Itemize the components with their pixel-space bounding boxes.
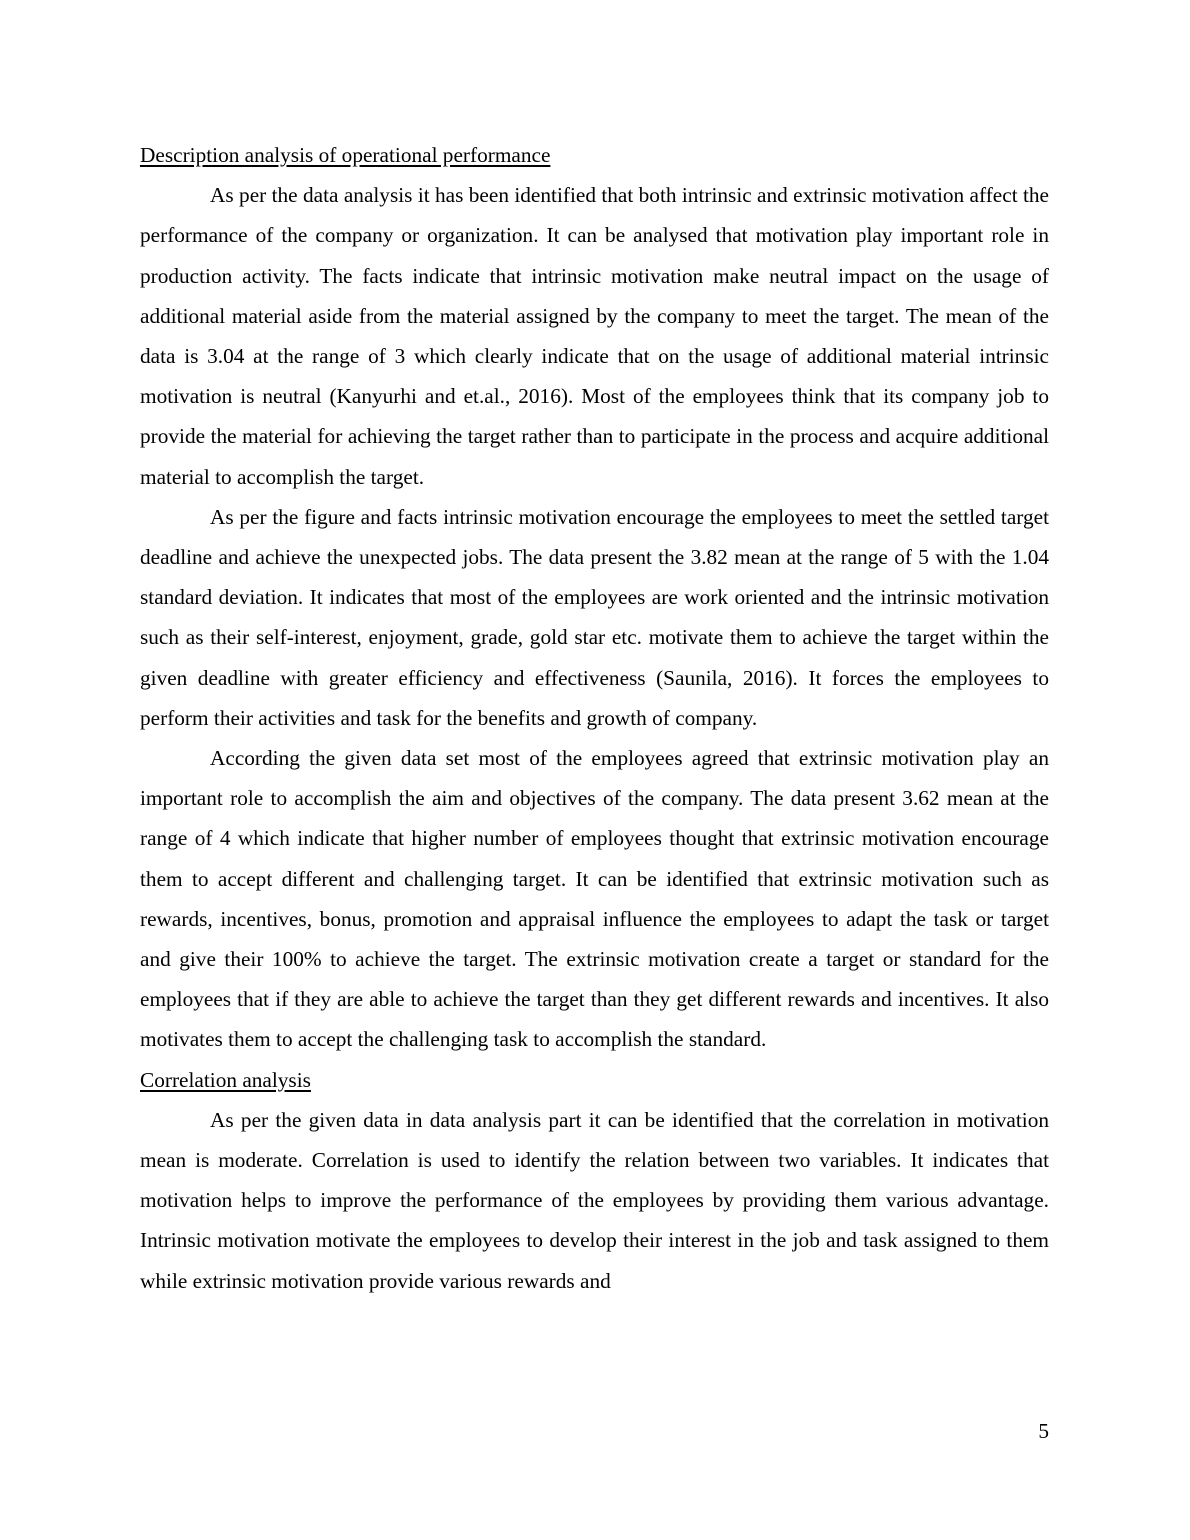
paragraph: As per the figure and facts intrinsic motivation encourage the employees to meet the settled target deadline and achieve the unexpected jobs. The data present the 3.82 mean at the range of 5 with the 1.04 standard deviation. It indicates that most of the employees are work oriented and the intrinsic motivation such as their self-interest, enjoyment, grade, gold star etc. motivate them to achieve the target within the given deadline with greater efficiency and effectiveness (Saunila, 2016). It forces the employees to perform their activities and task for the benefits and growth of company. <box>140 504 1049 730</box>
section-heading-operational-performance: Description analysis of operational performance <box>140 143 551 167</box>
paragraph: As per the given data in data analysis part it can be identified that the correlation in motivation mean is moderate. Correlation is used to identify the relation between two variables. It indicates that motivation helps to improve the performance of the employees by providing them various advantage. Intrinsic motivation motivate the employees to develop their interest in the job and task assigned to them while extrinsic motivation provide various rewards and <box>140 1107 1049 1293</box>
paragraph: According the given data set most of the employees agreed that extrinsic motivation play an important role to accomplish the aim and objectives of the company. The data present 3.62 mean at the range of 4 which indicate that higher number of employees thought that extrinsic motivation encourage them to accept different and challenging target. It can be identified that extrinsic motivation such as rewards, incentives, bonus, promotion and appraisal influence the employees to adapt the task or target and give their 100% to achieve the target. The extrinsic motivation create a target or standard for the employees that if they are able to achieve the target than they get different rewards and incentives. It also motivates them to accept the challenging task to accomplish the standard. <box>140 746 1049 1052</box>
section-heading-correlation-analysis: Correlation analysis <box>140 1067 311 1092</box>
page-number: 5 <box>1038 1419 1049 1443</box>
page-body <box>140 135 1049 1301</box>
paragraph: As per the data analysis it has been identified that both intrinsic and extrinsic motivation affect the performance of the company or organization. It can be analysed that motivation play important role in production activity. The facts indicate that intrinsic motivation make neutral impact on the usage of additional material aside from the material assigned by the company to meet the target. The mean of the data is 3.04 at the range of 3 which clearly indicate that on the usage of additional material intrinsic motivation is neutral (Kanyurhi and et.al., 2016). Most of the employees think that its company job to provide the material for achieving the target rather than to participate in the process and acquire additional material to accomplish the target. <box>140 183 1049 489</box>
